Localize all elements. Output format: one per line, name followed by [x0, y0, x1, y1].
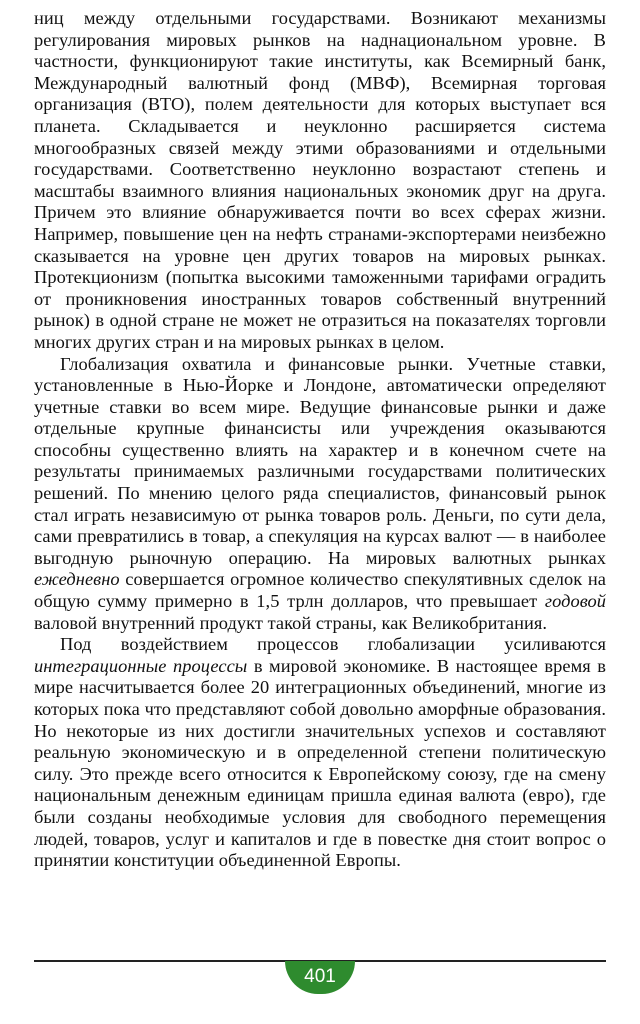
italic-term: интеграционные процессы — [34, 655, 248, 676]
text-segment: валовой внутренний продукт такой страны, как Великобритания. — [34, 612, 548, 633]
paragraph-3 — [34, 634, 606, 872]
text-segment: совершается огромное количество спекулятивных сделок на общую сумму примерно в 1,5 трлн долларов, что превышает — [34, 569, 606, 612]
body-text — [34, 8, 606, 872]
text-segment: в мировой экономике. В настоящее время в мире насчитывается более 20 интеграционных объединений, многие из которых пока что представляют собой довольно аморфные образования. Но некоторые из них достигли значительных успехов и составляют реальную экономическую и в определенной степени политическую силу. Это прежде всего относится к Европейскому союзу, где на смену национальным денежным единицам пришла единая валюта (евро), где были созданы необходимые условия для свободного перемещения людей, товаров, услуг и капиталов и где в повестке дня стоит вопрос о принятии конституции объединенной Европы. — [34, 655, 607, 871]
text-segment: ниц между отдельными государствами. Возникают механизмы регулирования мировых рынков на наднациональном уровне. В частности, функционируют такие институты, как Всемирный банк, Международный валютный фонд (МВФ), Всемирная торговая организация (ВТО), полем деятельности для которых выступает вся планета. Складывается и неуклонно расширяется система многообразных связей между этими образованиями и отдельными государствами. Соответственно неуклонно возрастают степень и масштабы взаимного влияния национальных экономик друг на друга. Причем это влияние обнаруживается почти во всех сферах жизни. Например, повышение цен на нефть странами-экспортерами неизбежно сказывается на уровне цен других товаров на мировых рынках. Протекционизм (попытка высокими таможенными тарифами оградить от проникновения иностранных товаров собственный внутренний рынок) в одной стране не может не отразиться на показателях торговли многих других стран и на мировых рынках в целом. — [34, 8, 606, 352]
page-number: 401 — [304, 965, 336, 987]
paragraph-1 — [34, 8, 606, 354]
text-segment: Глобализация охватила и финансовые рынки. Учетные ставки, установленные в Нью-Йорке и Лондоне, автоматически определяют учетные ставки во всем мире. Ведущие финансовые рынки и даже отдельные крупные финансисты или учреждения оказываются способны существенно влиять на характер и в конечном счете на результаты принимаемых различными государствами политических решений. По мнению целого ряда специалистов, финансовый рынок стал играть независимую от рынка товаров роль. Деньги, по сути дела, сами превратились в товар, а спекуляция на курсах валют — в наиболее выгодную рыночную операцию. На мировых валютных рынках — [34, 353, 606, 568]
italic-term: ежедневно — [34, 569, 120, 590]
paragraph-2 — [34, 354, 606, 635]
italic-term: годовой — [544, 591, 606, 612]
page-number-badge — [285, 961, 355, 994]
text-segment: Под воздействием процессов глобализации усиливаются — [60, 634, 606, 655]
